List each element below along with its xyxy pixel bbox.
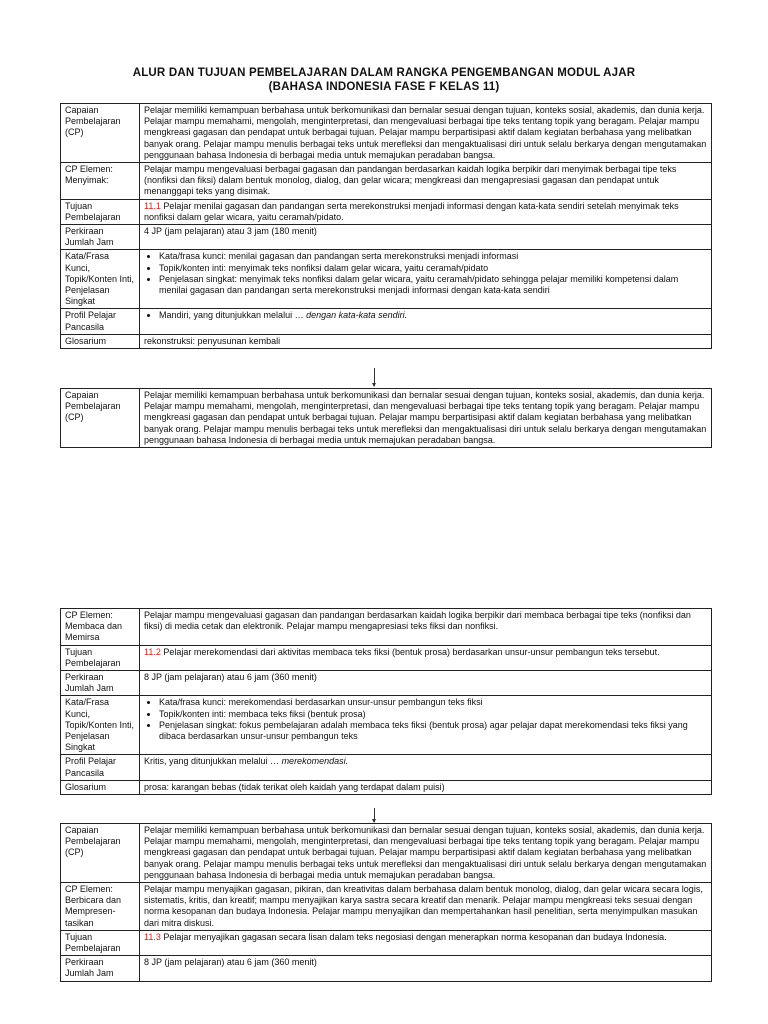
tujuan-text [140, 645, 712, 670]
cp-text: Pelajar memiliki kemampuan berbahasa untuk berkomunikasi dan bernalar sesuai dengan tujuan, konteks sosial, akademis, dan dunia kerja. Pelajar mampu memahami, mengolah, menginterpretasi, dan mengevaluasi berbagai tipe teks tentang topik yang beragam. Pelajar mampu mengkreasi gagasan dan pendapat untuk berbagai tujuan. Pelajar mampu berpartisipasi aktif dalam kegiatan berbahasa yang melibatkan banyak orang. Pelajar mampu menulis berbagai teks untuk merefleksi dan mengaktualisasi diri untuk selalu berkarya dengan mengutamakan penggunaan bahasa Indonesia di berbagai media untuk memajukan peradaban bangsa. [140, 389, 712, 448]
table-row [61, 645, 712, 670]
tujuan-label: Tujuan Pembelajaran [61, 645, 140, 670]
profil-emphasis: dengan kata-kata sendiri. [306, 310, 408, 321]
table-row [61, 956, 712, 981]
table-row [61, 334, 712, 348]
cp-elemen-text: Pelajar mampu mengevaluasi berbagai gagasan dan pandangan berdasarkan kaidah logika berpikir dari menyimak berbagai tipe teks (nonfiksi dan fiksi) dalam bentuk monolog, dialog, dan gelar wicara; mengkreasi dan mengapresiasi gagasan dan pendapat untuk menanggapi teks yang disimak. [140, 163, 712, 200]
cp-label: Capaian Pembelajaran (CP) [61, 824, 140, 883]
profil-label: Profil Pelajar Pancasila [61, 755, 140, 780]
list-item: • Topik/konten inti: menyimak teks nonfiksi dalam gelar wicara, yaitu ceramah/pidato [159, 263, 707, 274]
jam-text: 8 JP (jam pelajaran) atau 6 jam (360 menit) [140, 671, 712, 696]
cp-elemen-label: CP Elemen: Menyimak: [61, 163, 140, 200]
tujuan-label: Tujuan Pembelajaran [61, 930, 140, 955]
perkiraan-label: Perkiraan Jumlah Jam [61, 956, 140, 981]
table-row [61, 671, 712, 696]
table-row [61, 250, 712, 309]
table-row [61, 609, 712, 646]
profil-text: Mandiri, yang ditunjukkan melalui … [159, 310, 307, 321]
list-item: • Topik/konten inti: membaca teks fiksi (bentuk prosa) [159, 709, 707, 720]
cp-label: Capaian Pembelajaran (CP) [61, 104, 140, 163]
profil-text: Kritis, yang ditunjukkan melalui … [144, 756, 282, 767]
kata-label: Kata/Frasa Kunci, Topik/Konten Inti, Penjelasan Singkat [61, 250, 140, 309]
flow-arrow [374, 808, 375, 822]
kata-list [144, 251, 707, 296]
glosarium-label: Glosarium [61, 334, 140, 348]
alur-table-11-1 [60, 103, 712, 349]
cp-repeat-table [60, 388, 712, 448]
alur-table-11-2 [60, 608, 712, 795]
tujuan-text [140, 930, 712, 955]
jam-text: 8 JP (jam pelajaran) atau 6 jam (360 menit) [140, 956, 712, 981]
alur-table-11-3 [60, 823, 712, 982]
table-row [61, 755, 712, 780]
list-item [159, 310, 707, 321]
table-row [61, 780, 712, 794]
kata-cell [140, 250, 712, 309]
profil-cell [140, 309, 712, 334]
kata-label: Kata/Frasa Kunci, Topik/Konten Inti, Penjelasan Singkat [61, 696, 140, 755]
glosarium-label: Glosarium [61, 780, 140, 794]
cp-text: Pelajar memiliki kemampuan berbahasa untuk berkomunikasi dan bernalar sesuai dengan tujuan, konteks sosial, akademis, dan dunia kerja. Pelajar mampu memahami, mengolah, menginterpretasi, dan mengevaluasi berbagai tipe teks tentang topik yang beragam. Pelajar mampu mengkreasi gagasan dan pendapat untuk berbagai tujuan. Pelajar mampu berpartisipasi aktif dalam kegiatan berbahasa yang melibatkan banyak orang. Pelajar mampu menulis berbagai teks untuk merefleksi dan mengaktualisasi diri untuk selalu berkarya dengan mengutamakan penggunaan bahasa Indonesia di berbagai media untuk memajukan peradaban bangsa. [140, 104, 712, 163]
list-item: • Kata/frasa kunci: menilai gagasan dan pandangan serta merekonstruksi menjadi informasi [159, 251, 707, 262]
glosarium-text: prosa: karangan bebas (tidak terikat oleh kaidah yang terdapat dalam puisi) [140, 780, 712, 794]
profil-emphasis: merekomendasi. [281, 756, 349, 767]
list-item: • Kata/frasa kunci: merekomendasi berdasarkan unsur-unsur pembangun teks fiksi [159, 697, 707, 708]
table-row [61, 163, 712, 200]
kata-list [144, 697, 707, 742]
table-row [61, 309, 712, 334]
jam-text: 4 JP (jam pelajaran) atau 3 jam (180 menit) [140, 225, 712, 250]
cp-elemen-text: Pelajar mampu mengevaluasi gagasan dan pandangan berdasarkan kaidah logika berpikir dari membaca berbagai tipe teks (nonfiksi dan fiksi) di media cetak dan elektronik. Pelajar mampu mengapresiasi teks fiksi dan nonfiksi. [140, 609, 712, 646]
perkiraan-label: Perkiraan Jumlah Jam [61, 225, 140, 250]
glosarium-text: rekonstruksi: penyusunan kembali [140, 334, 712, 348]
table-row [61, 883, 712, 931]
table-row [61, 225, 712, 250]
profil-label: Profil Pelajar Pancasila [61, 309, 140, 334]
tujuan-code: 11.3 [144, 931, 161, 942]
profil-list [144, 310, 707, 321]
table-row [61, 389, 712, 448]
perkiraan-label: Perkiraan Jumlah Jam [61, 671, 140, 696]
tujuan-desc: Pelajar menilai gagasan dan pandangan serta merekonstruksi menjadi informasi dengan kata-kata sendiri setelah menyimak teks nonfiksi dalam gelar wicara, yaitu ceramah/pidato. [144, 200, 679, 222]
cp-elemen-text: Pelajar mampu menyajikan gagasan, pikiran, dan kreativitas dalam berbahasa dalam bentuk monolog, dialog, dan gelar wicara secara logis, sistematis, kritis, dan kreatif; mampu menyajikan karya sastra secara kreatif dan menarik. Pelajar mampu mengkreasi teks sesuai dengan norma kesopanan dan budaya Indonesia. Pelajar mampu menyajikan dan mempertahankan hasil penelitian, serta menyimpulkan masukan dari mitra diskusi. [140, 883, 712, 931]
tujuan-label: Tujuan Pembelajaran [61, 199, 140, 224]
document-subtitle: (BAHASA INDONESIA FASE F KELAS 11) [268, 81, 500, 93]
tujuan-code: 11.2 [144, 646, 161, 657]
tujuan-desc: Pelajar menyajikan gagasan secara lisan dalam teks negosiasi dengan menerapkan norma kesopanan dan budaya Indonesia. [160, 931, 667, 942]
kata-cell [140, 696, 712, 755]
table-row [61, 696, 712, 755]
cp-label: Capaian Pembelajaran (CP) [61, 389, 140, 448]
document-title: ALUR DAN TUJUAN PEMBELAJARAN DALAM RANGKA PENGEMBANGAN MODUL AJAR [132, 67, 636, 79]
table-row [61, 824, 712, 883]
cp-text: Pelajar memiliki kemampuan berbahasa untuk berkomunikasi dan bernalar sesuai dengan tujuan, konteks sosial, akademis, dan dunia kerja. Pelajar mampu memahami, mengolah, menginterpretasi, dan mengevaluasi berbagai tipe teks tentang topik yang beragam. Pelajar mampu mengkreasi gagasan dan pendapat untuk berbagai tujuan. Pelajar mampu berpartisipasi aktif dalam kegiatan berbahasa yang melibatkan banyak orang. Pelajar mampu menulis berbagai teks untuk merefleksi dan mengaktualisasi diri untuk selalu berkarya dengan mengutamakan penggunaan bahasa Indonesia di berbagai media untuk memajukan peradaban bangsa. [140, 824, 712, 883]
tujuan-desc: Pelajar merekomendasi dari aktivitas membaca teks fiksi (bentuk prosa) berdasarkan unsur-unsur pembangun teks tersebut. [160, 646, 660, 657]
flow-arrow [374, 368, 375, 386]
tujuan-text [140, 199, 712, 224]
cp-elemen-label: CP Elemen: Membaca dan Memirsa [61, 609, 140, 646]
table-row [61, 104, 712, 163]
table-row [61, 199, 712, 224]
list-item: • Penjelasan singkat: fokus pembelajaran adalah membaca teks fiksi (bentuk prosa) agar pelajar dapat merekomendasi teks fiksi yang dibaca berdasarkan unsur-unsur pembangun teks [159, 720, 707, 742]
table-row [61, 930, 712, 955]
profil-cell [140, 755, 712, 780]
cp-elemen-label: CP Elemen: Berbicara dan Mempresen-tasikan [61, 883, 140, 931]
list-item: • Penjelasan singkat: menyimak teks nonfiksi dalam gelar wicara, yaitu ceramah/pidato sehingga pelajar memiliki kompetensi dalam menilai gagasan dan pandangan serta merekonstruksi menjadi informasi dengan kata-kata sendiri [159, 274, 707, 296]
tujuan-code: 11.1 [144, 200, 161, 211]
